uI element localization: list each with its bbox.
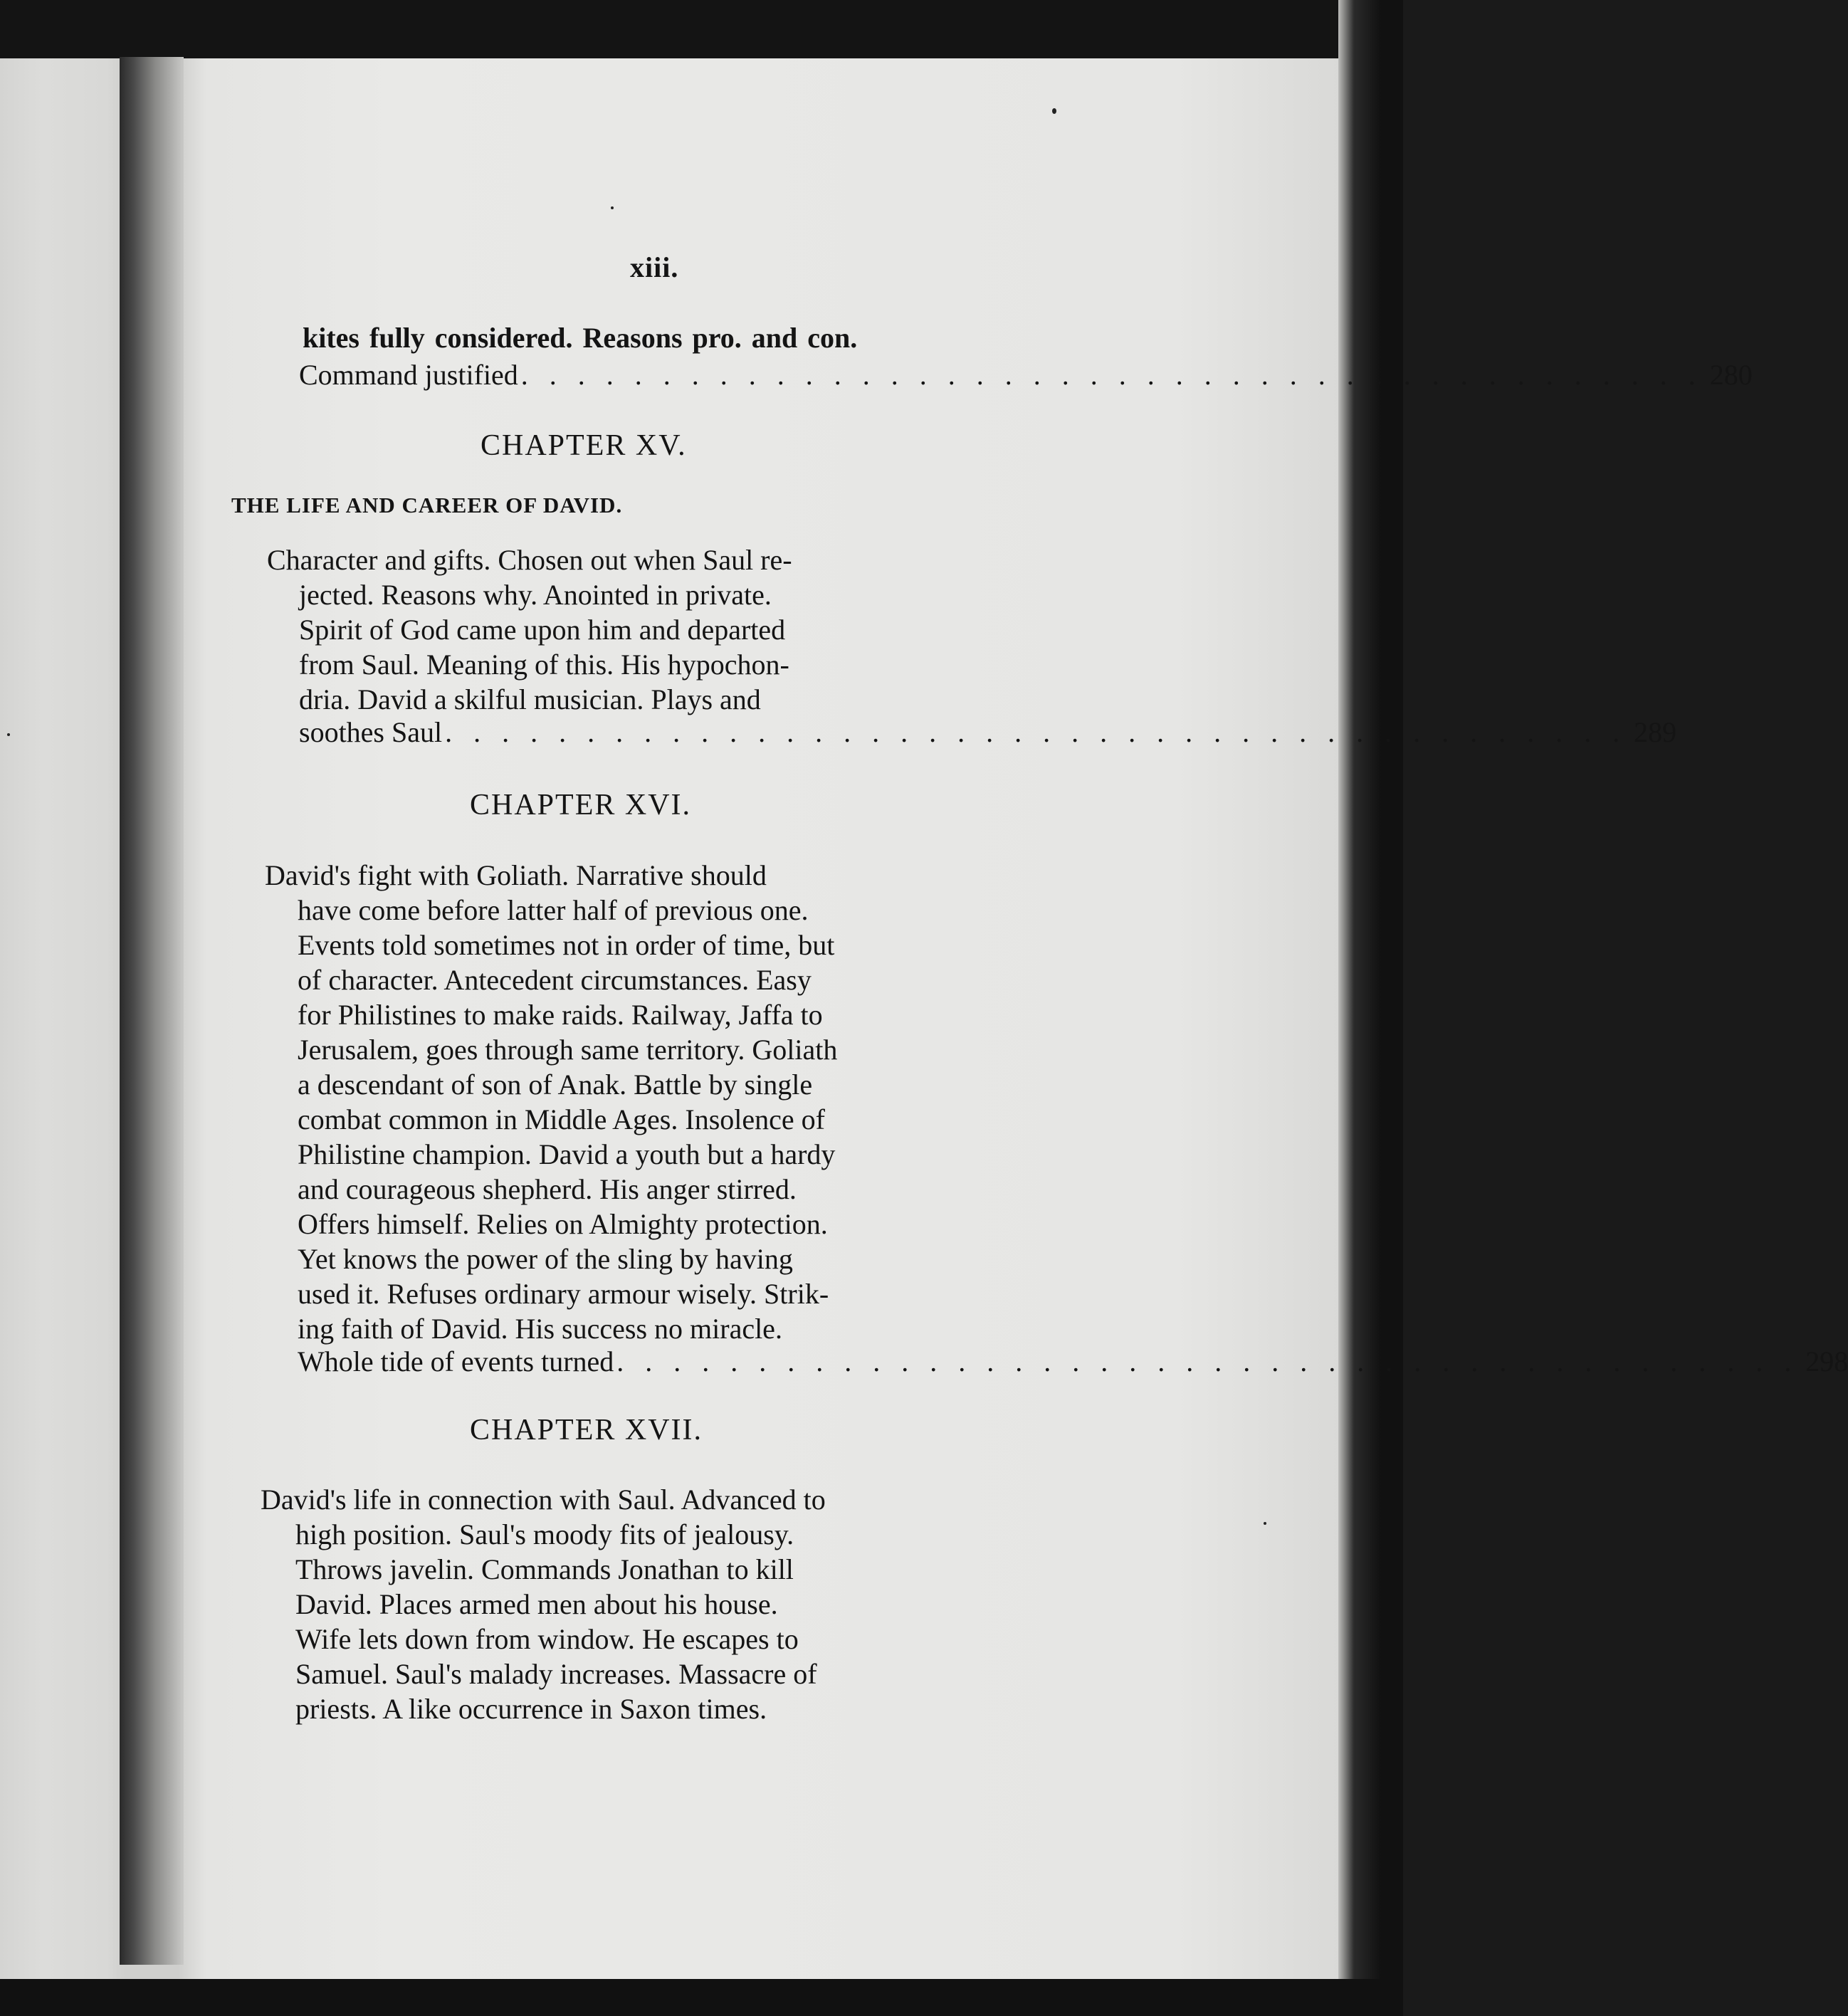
toc-line: David's fight with Goliath. Narrative should (265, 859, 767, 891)
chapter-subtitle: THE LIFE AND CAREER OF DAVID. (231, 493, 623, 518)
scan-speck (1264, 1522, 1266, 1525)
toc-line: Offers himself. Relies on Almighty protection. (298, 1208, 828, 1240)
toc-line: used it. Refuses ordinary armour wisely. Strik- (298, 1278, 829, 1310)
toc-line: from Saul. Meaning of this. His hypochon- (299, 649, 789, 681)
scan-border-right (1338, 0, 1403, 2016)
toc-line: Throws javelin. Commands Jonathan to kill (295, 1553, 794, 1585)
toc-line: dria. David a skilful musician. Plays and (299, 683, 761, 715)
toc-line: and courageous shepherd. His anger stirred. (298, 1173, 797, 1205)
scan-speck (1052, 108, 1056, 114)
toc-line: combat common in Middle Ages. Insolence of (298, 1103, 825, 1135)
dot-leader: . . . . . . . . . . . . . . . . . . . . . . . . . . . . . . . . . . . . . . . . . . (616, 1345, 1799, 1377)
scan-border-top (0, 0, 1403, 58)
toc-line: Samuel. Saul's malady increases. Massacre of (295, 1658, 817, 1690)
page-number: xiii. (630, 251, 679, 283)
toc-entry-text: Command justified (299, 359, 518, 391)
dot-leader: . . . . . . . . . . . . . . . . . . . . . . . . . . . . . . . . . . . . . . . . . . (445, 716, 1627, 748)
toc-line: high position. Saul's moody fits of jealousy. (295, 1518, 794, 1550)
toc-page-number: 280 (1709, 359, 1753, 391)
toc-line: Events told sometimes not in order of time, but (298, 929, 835, 961)
toc-entry-text: soothes Saul (299, 716, 443, 748)
toc-entry-end (299, 715, 1677, 749)
toc-line: for Philistines to make raids. Railway, Jaffa to (298, 999, 823, 1031)
scan-border-bottom (0, 1979, 1403, 2016)
toc-entry-text: Whole tide of events turned (298, 1345, 614, 1377)
toc-line: kites fully considered. Reasons pro. and con. (303, 322, 858, 354)
toc-line: Jerusalem, goes through same territory. Goliath (298, 1034, 838, 1066)
toc-line: a descendant of son of Anak. Battle by single (298, 1069, 813, 1101)
toc-line: have come before latter half of previous one. (298, 894, 809, 926)
toc-line: Wife lets down from window. He escapes to (295, 1623, 799, 1655)
toc-entry-end (299, 358, 1753, 392)
toc-line: Spirit of God came upon him and departed (299, 614, 786, 646)
chapter-heading: CHAPTER XV. (481, 429, 687, 462)
toc-line: priests. A like occurrence in Saxon times. (295, 1693, 767, 1725)
toc-line: David's life in connection with Saul. Advanced to (261, 1484, 826, 1516)
chapter-heading: CHAPTER XVII. (470, 1414, 703, 1447)
toc-page-number: 298 (1805, 1345, 1848, 1377)
toc-line: David. Places armed men about his house. (295, 1588, 778, 1620)
toc-page-number: 289 (1634, 716, 1677, 748)
toc-line: jected. Reasons why. Anointed in private. (299, 579, 772, 611)
chapter-heading: CHAPTER XVI. (470, 789, 692, 821)
toc-line: Character and gifts. Chosen out when Saul re- (267, 544, 792, 576)
scan-speck (7, 733, 10, 736)
toc-line: Philistine champion. David a youth but a hardy (298, 1138, 836, 1170)
dot-leader: . . . . . . . . . . . . . . . . . . . . . . . . . . . . . . . . . . . . . . . . . . (520, 359, 1703, 391)
binding-shadow (120, 57, 184, 1965)
toc-line: Yet knows the power of the sling by having (298, 1243, 793, 1275)
scan-speck (611, 206, 614, 209)
toc-line: of character. Antecedent circumstances. Easy (298, 964, 812, 996)
toc-entry-end (298, 1345, 1848, 1378)
toc-line: ing faith of David. His success no miracle. (298, 1313, 782, 1345)
